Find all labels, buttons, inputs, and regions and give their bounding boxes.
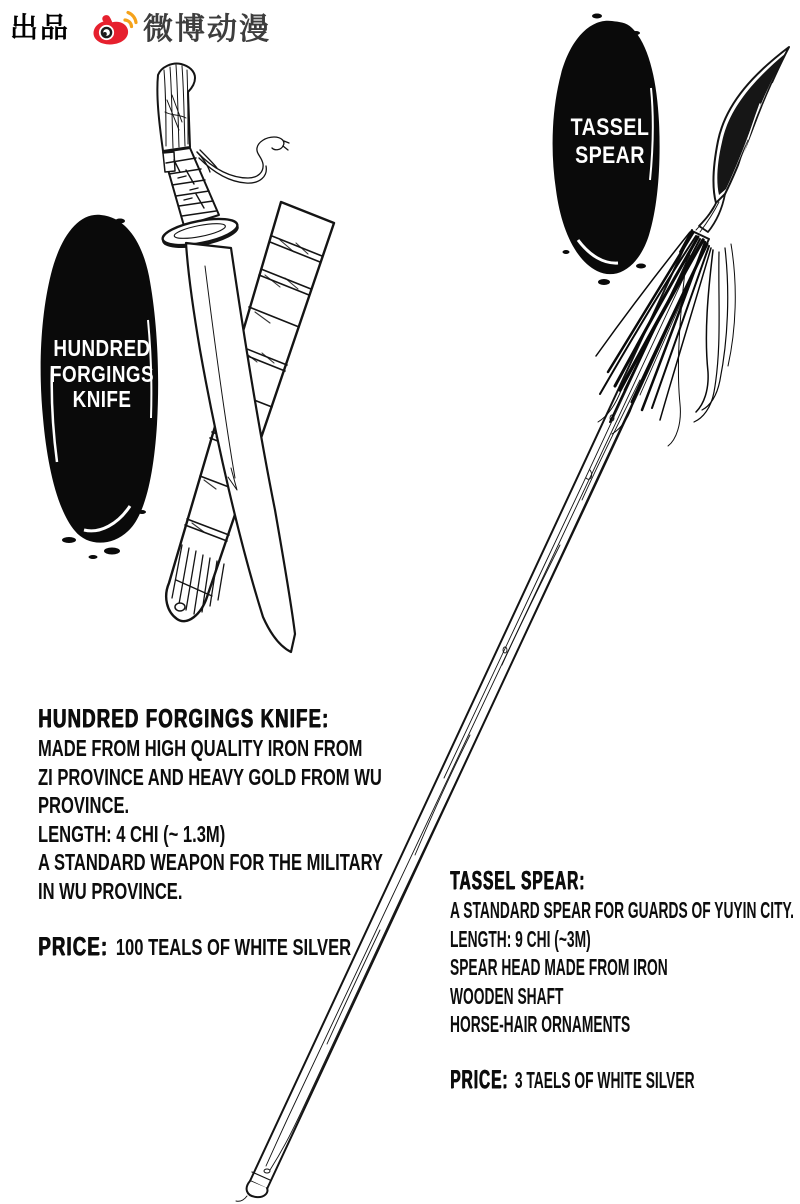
spear-price-value: 3 TAELS OF WHITE SILVER [514,1066,695,1093]
spear-title: TASSEL SPEAR: [450,865,586,895]
brand-header [10,4,271,48]
spear-desc-line: WOODEN SHAFT [450,982,564,1009]
spear-label [549,114,670,170]
knife-desc-line: IN WU PROVINCE. [38,877,183,904]
spear-desc-line: HORSE-HAIR ORNAMENTS [450,1011,631,1038]
spear-label-line: TASSEL [570,114,650,141]
knife-price-value: 100 TEALS OF WHITE SILVER [115,933,352,960]
knife-desc-line: LENGTH: 4 CHI (~ 1.3M) [38,820,226,847]
spear-price-label: PRICE: [450,1063,509,1094]
spear-desc-line: SPEAR HEAD MADE FROM IRON [450,954,668,981]
knife-desc-line: PROVINCE. [38,792,130,819]
spear-label-line: SPEAR [575,142,645,169]
knife-label-line: FORGINGS [50,360,154,387]
spear-desc-line: A STANDARD SPEAR FOR GUARDS OF YUYIN CITY. [450,897,795,923]
spear-desc-line: LENGTH: 9 CHI (~3M) [450,925,591,952]
weibo-icon [90,6,138,46]
brand-name: 微博动漫 [143,13,272,46]
knife-title: HUNDRED FORGINGS KNIFE: [38,703,330,733]
knife-desc-line: ZI PROVINCE AND HEAVY GOLD FROM WU [38,763,382,790]
knife-price-line [38,930,383,962]
knife-desc-line: A STANDARD WEAPON FOR THE MILITARY [38,849,383,876]
knife-label-line: KNIFE [72,386,132,412]
knife-spec-block [38,702,383,962]
spear-price-line [450,1063,794,1095]
knife-desc-line: MADE FROM HIGH QUALITY IRON FROM [38,735,363,761]
knife-price-label: PRICE: [38,930,108,961]
knife-label [41,336,162,413]
producer-label: 出品 [10,12,71,43]
knife-label-line: HUNDRED [53,335,151,361]
spear-spec-block [450,864,794,1095]
